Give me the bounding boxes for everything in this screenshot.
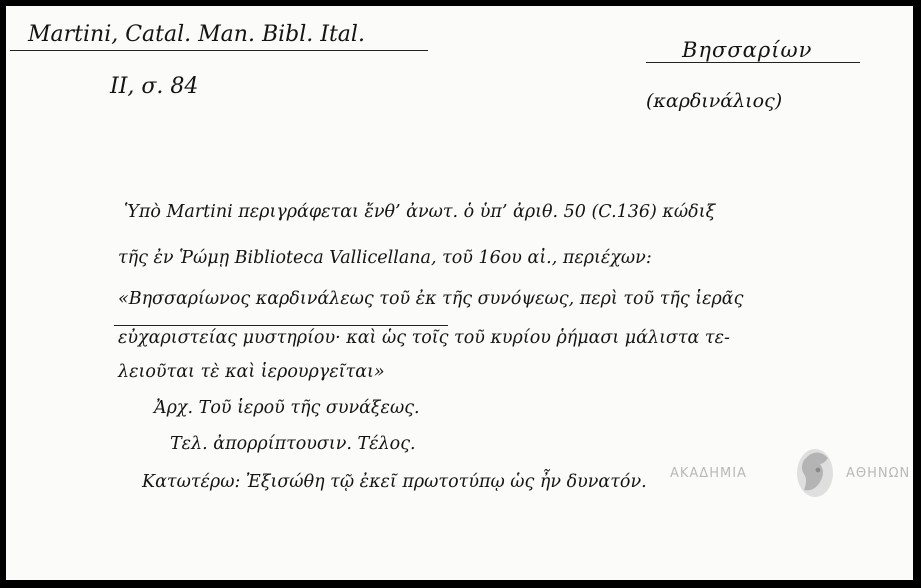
body-line-1: Ὑπὸ Martini περιγράφεται ἔνθ’ ἀνωτ. ὁ ὑπ’ ἀριθ. 50 (C.136) κώδιξ [124,202,716,222]
author-rule [646,62,860,63]
body-line-5: λειοῦται τὲ καὶ ἱερουργεῖται» [118,362,385,382]
body-line-2: τῆς ἐν Ῥώμῃ Biblioteca Vallicellana, τοῦ 16ου αἰ., περιέχων: [118,248,652,268]
author-name: Βησσαρίων [682,38,813,62]
watermark-right-text: ΑΘΗΝΩΝ [846,466,911,481]
catalog-reference: Martini, Catal. Man. Bibl. Ital. [28,22,365,47]
title-underline [114,325,448,326]
incipit-line: Ἀρχ. Τοῦ ἱεροῦ τῆς συνάξεως. [154,398,420,418]
body-line-4: εὐχαριστείας μυστηρίου· καὶ ὡς τοῖς τοῦ κυρίου ῥήμασι μάλιστα τε- [118,328,730,348]
body-line-3: «Βησσαρίωνος καρδινάλεως τοῦ ἐκ τῆς συνόψεως, περὶ τοῦ τῆς ἱερᾶς [118,289,744,309]
academy-watermark [670,442,920,502]
athena-seal-icon [790,442,840,502]
reference-rule [10,50,428,51]
catalog-card [6,6,913,580]
colophon-line: Κατωτέρω: Ἐξισώθη τῷ ἐκεῖ πρωτοτύπῳ ὡς ἦν δυνατόν. [142,472,647,492]
author-title: (καρδινάλιος) [646,90,783,112]
volume-reference: II, σ. 84 [110,74,199,99]
explicit-line: Τελ. ἀπορρίπτουσιν. Τέλος. [170,434,416,454]
watermark-left-text: ΑΚΑΔΗΜΙΑ [670,466,747,481]
